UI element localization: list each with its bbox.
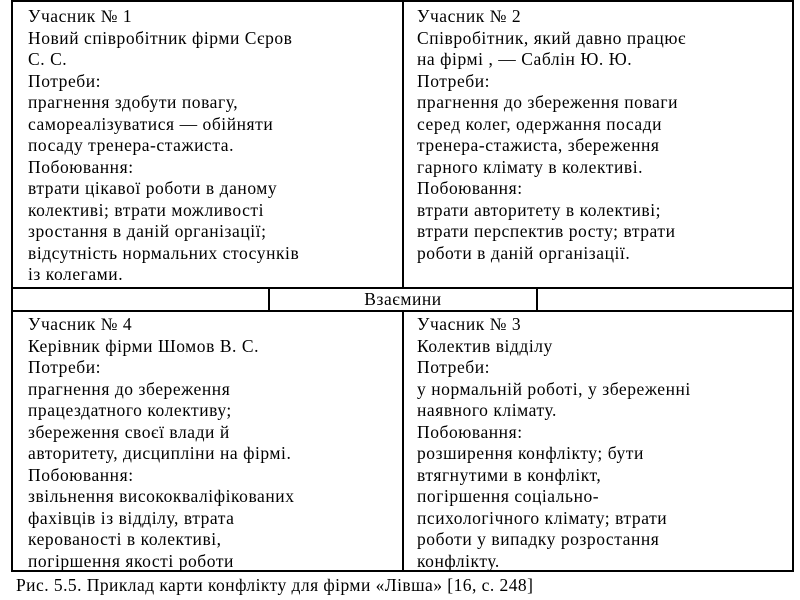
participant-4-title: Учасник № 4 — [28, 314, 133, 334]
participant-1-cell — [28, 6, 398, 286]
participant-2-line: прагнення до збереження поваги — [417, 92, 678, 112]
participant-2-fears-heading: Побоювання: — [417, 178, 523, 198]
participant-3-line: наявного клімату. — [417, 400, 557, 420]
participant-4-cell — [28, 314, 398, 572]
participant-2-line: серед колег, одержання посади — [417, 113, 663, 134]
participant-1-line: Новий співробітник фірми Сєров — [28, 27, 293, 48]
participant-2-cell — [417, 6, 787, 264]
participant-3-line: втягнутими в конфлікт, — [417, 464, 602, 485]
participant-2-line: втрати авторитету в колективі; — [417, 199, 662, 220]
participant-4-needs-heading: Потреби: — [28, 357, 102, 377]
participant-3-line: Колектив відділу — [417, 335, 553, 356]
participant-3-line: конфлікту. — [417, 550, 500, 571]
participant-1-needs-heading: Потреби: — [28, 70, 102, 91]
participant-2-line: гарного клімату в колективі. — [417, 156, 644, 177]
participant-3-line: психологічного клімату; втрати — [417, 507, 668, 528]
participant-1-line: відсутність нормальних стосунків — [28, 242, 300, 263]
participant-3-line: розширення конфлікту; бути — [417, 443, 644, 463]
participant-4-line: збереження своєї влади й — [28, 421, 230, 442]
participant-1-line: С. С. — [28, 49, 68, 69]
participant-1-line: колективі; втрати можливості — [28, 199, 265, 220]
participant-1-line: посаду тренера-стажиста. — [28, 135, 235, 155]
participant-1-line: зростання в даній організації; — [28, 221, 267, 241]
participant-4-line: погіршення якості роботи — [28, 550, 234, 571]
participant-2-needs-heading: Потреби: — [417, 70, 491, 91]
participant-1-line: прагнення здобути повагу, — [28, 92, 239, 112]
relations-label: Взаємини — [364, 289, 442, 309]
participant-4-line: працездатного колективу; — [28, 400, 232, 420]
participant-1-line: із колегами. — [28, 264, 124, 284]
participant-4-line: прагнення до збереження — [28, 378, 231, 399]
participant-1-line: самореалізуватися — обійняти — [28, 113, 274, 134]
participant-3-line: у нормальній роботі, у збереженні — [417, 378, 691, 399]
participant-2-line: Співробітник, який давно працює — [417, 27, 687, 48]
participant-3-needs-heading: Потреби: — [417, 357, 491, 377]
participant-3-fears-heading: Побоювання: — [417, 421, 523, 442]
participant-3-title: Учасник № 3 — [417, 314, 522, 334]
participant-2-title: Учасник № 2 — [417, 6, 522, 26]
participant-1-title: Учасник № 1 — [28, 6, 133, 26]
participant-3-line: погіршення соціально- — [417, 486, 600, 506]
participant-2-line: на фірмі , — Саблін Ю. Ю. — [417, 49, 633, 69]
participant-3-line: роботи у випадку розростання — [417, 529, 660, 549]
participant-4-line: Керівник фірми Шомов В. С. — [28, 335, 260, 356]
participant-2-line: роботи в даній організації. — [417, 242, 631, 263]
figure-caption: Рис. 5.5. Приклад карти конфлікту для фірми «Лівша» [16, с. 248] — [16, 575, 534, 595]
participant-3-cell — [417, 314, 787, 572]
participant-4-line: керованості в колективі, — [28, 529, 222, 549]
participant-2-line: втрати перспектив росту; втрати — [417, 221, 676, 241]
participant-4-line: звільнення висококваліфікованих — [28, 486, 295, 506]
participant-1-fears-heading: Побоювання: — [28, 156, 134, 177]
participant-4-fears-heading: Побоювання: — [28, 464, 134, 485]
participant-4-line: авторитету, дисципліни на фірмі. — [28, 443, 292, 463]
participant-2-line: тренера-стажиста, збереження — [417, 135, 660, 155]
table-divider-top-vertical — [402, 0, 404, 288]
table-divider-bottom-vertical — [402, 310, 404, 572]
relations-cell-right-border — [536, 287, 538, 311]
participant-4-line: фахівців із відділу, втрата — [28, 507, 235, 528]
participant-1-line: втрати цікавої роботи в даному — [28, 178, 278, 198]
